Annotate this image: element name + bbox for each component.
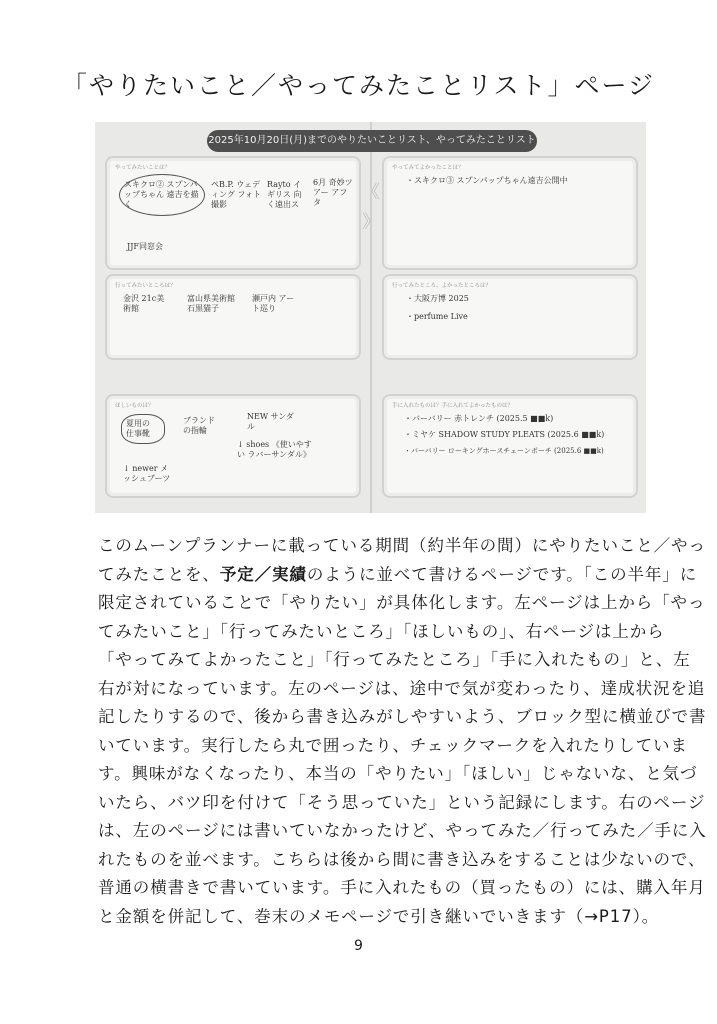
- body-line: 限定されていることで「やりたい」が具体化します。左ページは上から「やっ: [98, 593, 706, 612]
- box-label: 行ってみたいところは？: [115, 283, 176, 289]
- handwritten-item: 6月 奇妙ツアー アフタ: [313, 178, 353, 207]
- body-line: す。興味がなくなったり、本当の「やりたい」「ほしい」じゃないな、と気づ: [98, 764, 698, 783]
- arrow-left-icon: 《: [362, 182, 380, 203]
- box-want-to-have: [105, 394, 361, 498]
- body-line: 記したりするので、後から書き込みがしやすいよう、ブロック型に横並びで書: [98, 707, 707, 726]
- page-number: 9: [354, 938, 363, 954]
- handwritten-item: 富山県美術館 石黒猫子: [187, 294, 235, 313]
- body-line: いたら、バツ印を付けて「そう思っていた」という記録にします。右のページ: [98, 792, 706, 812]
- box-want-to-go: [105, 274, 361, 360]
- text-span: てみたことを、: [98, 564, 220, 584]
- bold-text: 予定／実績: [219, 564, 307, 584]
- body-line: [98, 564, 698, 585]
- handwritten-item: ・大阪万博 2025: [406, 294, 469, 303]
- handwritten-item: ・ミヤケ SHADOW STUDY PLEATS (2025.6 ■■k): [404, 430, 605, 439]
- handwritten-item: スキクロ② スプンパップちゃん 遠吉を描く: [119, 174, 205, 216]
- handwritten-item: 瀬戸内 アート巡り: [252, 294, 295, 313]
- box-label: ほしいものは？: [115, 403, 154, 409]
- box-want-to-do: [105, 156, 361, 270]
- body-line: このムーンプランナーに載っている期間（約半年の間）にやりたいこと／やっ: [98, 536, 706, 555]
- handwritten-item: ・スキクロ③ スプンパップちゃん遠吉公開中: [406, 176, 568, 185]
- page-title: 「やりたいこと／やってみたことリスト」ページ: [61, 71, 655, 100]
- body-line: は、左のページには書いていなかったけど、やってみた／行ってみた／手に入: [98, 821, 707, 840]
- planner-banner: 2025年10月20日(月)までのやりたいことリスト、やってみたことリスト: [207, 130, 537, 152]
- box-label: やってみてよかったことは？: [392, 165, 464, 171]
- box-label: 手に入れたものは？手に入れてよかったものは？: [392, 403, 514, 409]
- text-span: のように並べて書けるページです。「この半年」に: [306, 564, 698, 584]
- planner-photo: [95, 122, 646, 513]
- body-line: れたものを並べます。こちらは後から間に書き込みをすることは少ないので、: [98, 849, 706, 869]
- handwritten-item: 金沢 21c美術館: [123, 294, 165, 313]
- box-label: 行ってみたところ、よかったところは？: [392, 283, 492, 289]
- body-line: 「やってみてよかったこと」「行ってみたところ」「手に入れたもの」と、左: [98, 650, 691, 669]
- body-line: 普通の横書きで書いています。手に入れたもの（買ったもの）には、購入年月: [98, 878, 706, 897]
- box-label: やってみたいことは？: [115, 165, 171, 171]
- body-line: と金額を併記して、巻末のメモページで引き継いでいきます（→P17）。: [98, 906, 660, 926]
- handwritten-item: Rayto イギリス 向く遠出ス: [267, 180, 302, 209]
- arrow-right-icon: 》: [362, 212, 380, 233]
- handwritten-item: 夏用の 仕事靴: [121, 414, 165, 444]
- body-line: てみたいこと」「行ってみたいところ」「ほしいもの」、右ページは上から: [98, 621, 665, 641]
- box-went-to: [382, 274, 638, 360]
- body-line: 右が対になっています。左のページは、途中で気が変わったり、達成状況を追: [98, 678, 706, 698]
- handwritten-item: NEW サンダル: [247, 412, 294, 431]
- handwritten-item: ↓ newer メッシュブーツ: [123, 464, 171, 483]
- handwritten-item: ・perfume Live: [406, 312, 468, 321]
- handwritten-item: JJF同窓会: [127, 242, 163, 251]
- book-spine: [370, 122, 372, 513]
- box-got: [382, 394, 638, 498]
- handwritten-item: ペB.P. ウェディング フォト撮影: [211, 180, 261, 209]
- handwritten-item: ブランド の指輪: [183, 416, 215, 435]
- box-did-and-good: [382, 156, 638, 270]
- handwritten-item: ・バーバリー ローキングホースチェーンポーチ (2025.6 ■■k): [404, 447, 604, 455]
- handwritten-item: ・バーバリー 赤トレンチ (2025.5 ■■k): [404, 414, 554, 423]
- body-line: いています。実行したら丸で囲ったり、チェックマークを入れたりしていま: [98, 735, 688, 755]
- handwritten-item: ↓ shoes 《使いやすい ラバーサンダル》: [237, 440, 312, 459]
